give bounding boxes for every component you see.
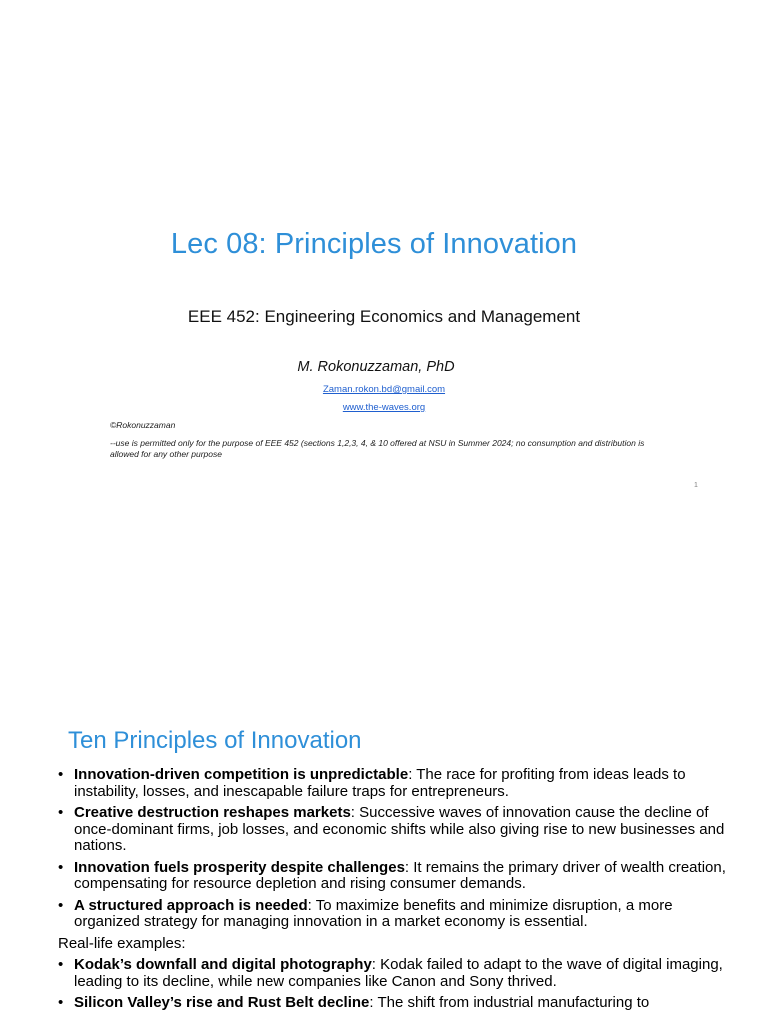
website-link[interactable]: www.the-waves.org — [342, 402, 426, 413]
examples-heading: Real-life examples: — [58, 934, 186, 952]
bullet-item — [58, 805, 738, 855]
bullet-item — [58, 860, 738, 893]
bullet-heading: Innovation fuels prosperity despite challenges — [74, 858, 405, 876]
bullet-marker: • — [58, 994, 64, 1011]
bullet-heading: A structured approach is needed — [74, 896, 308, 914]
bullet-item — [58, 767, 738, 800]
example-item — [58, 957, 738, 990]
slide-title: Ten Principles of Innovation — [68, 727, 362, 754]
bullet-list — [58, 767, 738, 1017]
example-item — [58, 995, 738, 1012]
bullet-text: : To maximize benefits and minimize disruption, a more organized strategy for managing innovation in a market economy is essential. — [74, 896, 673, 930]
slide-2 — [0, 577, 768, 1024]
example-heading: Silicon Valley’s rise and Rust Belt decline — [74, 994, 370, 1011]
example-text: : The shift from industrial manufacturing to — [369, 994, 650, 1011]
bullet-text: : The race for profiting from ideas leads to instability, losses, and inescapable failure traps for entrepreneurs. — [74, 766, 686, 800]
bullet-marker: • — [58, 896, 64, 914]
bullet-text: : It remains the primary driver of wealth creation, compensating for resource depletion and rising consumer demands. — [74, 858, 726, 892]
email-link[interactable]: Zaman.rokon.bd@gmail.com — [322, 384, 446, 395]
bullet-heading: Creative destruction reshapes markets — [74, 804, 351, 821]
bullet-text: : Successive waves of innovation cause the decline of once-dominant firms, job losses, and economic shifts while also giving rise to new businesses and nations. — [74, 804, 725, 854]
copyright-text: ©Rokonuzzaman — [110, 420, 176, 430]
slide-title: Lec 08: Principles of Innovation — [170, 228, 578, 260]
bullet-marker: • — [58, 766, 64, 783]
author-name: M. Rokonuzzaman, PhD — [297, 359, 455, 375]
bullet-item — [58, 898, 738, 931]
bullet-marker: • — [58, 956, 64, 973]
course-subtitle: EEE 452: Engineering Economics and Management — [187, 307, 581, 326]
example-heading: Kodak’s downfall and digital photography — [74, 956, 372, 973]
example-text: : Kodak failed to adapt to the wave of digital imaging, leading to its decline, while new companies like Canon and Sony thrived. — [74, 956, 723, 990]
bullet-marker: • — [58, 804, 64, 821]
bullet-heading: Innovation-driven competition is unpredictable — [74, 766, 409, 783]
bullet-marker: • — [58, 858, 64, 876]
page-number: 1 — [694, 482, 698, 489]
usage-notice: --use is permitted only for the purpose of EEE 452 (sections 1,2,3, 4, & 10 offered at NSU in Summer 2024; no consumption and distribution is allowed for any other purpose — [110, 438, 645, 459]
